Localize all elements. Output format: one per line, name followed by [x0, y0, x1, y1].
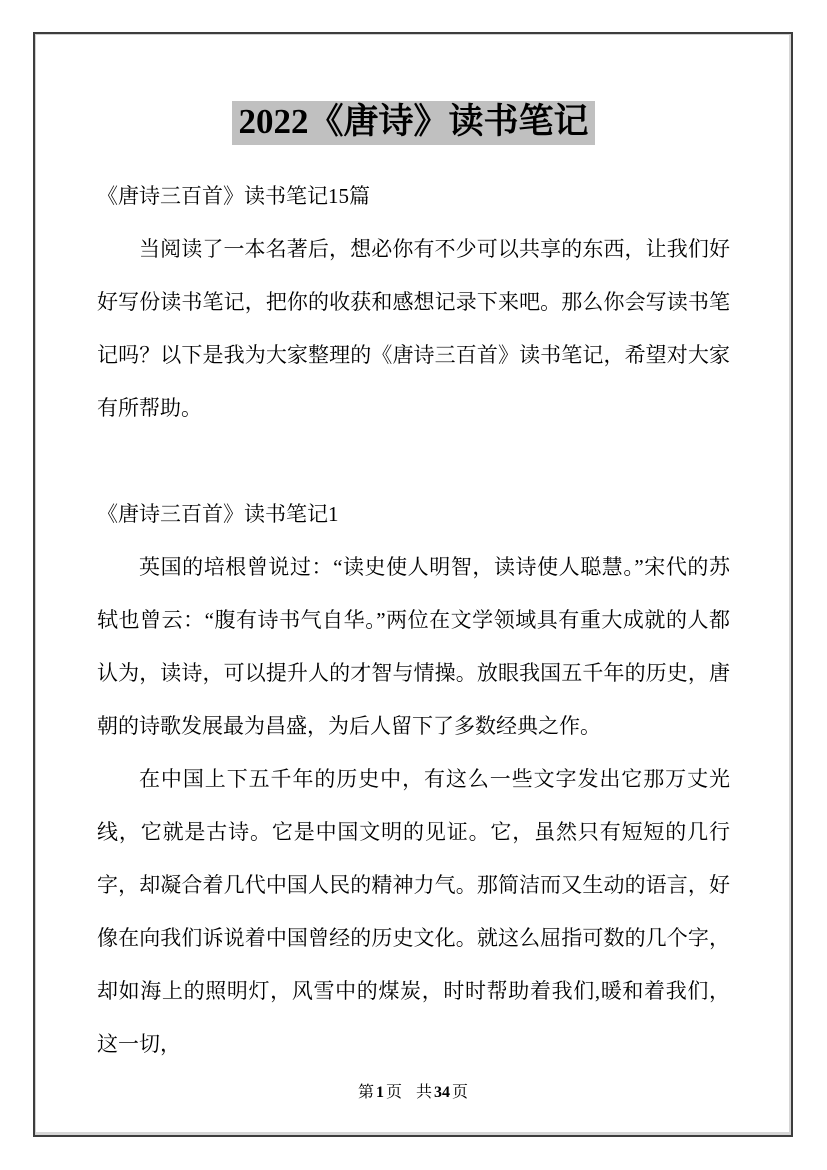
page-footer — [35, 1083, 791, 1103]
section1-paragraph-1: 英国的培根曾说过：“读史使人明智，读诗使人聪慧。”宋代的苏轼也曾云：“腹有诗书气自华。”两位在文学领域具有重大成就的人都认为，读诗，可以提升人的才智与情操。放眼我国五千年的历史，唐朝的诗歌发展最为昌盛，为后人留下了多数经典之作。 — [97, 555, 730, 738]
intro-paragraph: 当阅读了一本名著后，想必你有不少可以共享的东西，让我们好好写份读书笔记，把你的收获和感想记录下来吧。那么你会写读书笔记吗？以下是我为大家整理的《唐诗三百首》读书笔记，希望对大家有所帮助。 — [97, 237, 730, 420]
page-label-prefix: 第 — [357, 1084, 374, 1101]
document-title — [97, 100, 730, 144]
section1-heading: 《唐诗三百首》读书笔记1 — [97, 502, 339, 526]
page-content — [35, 34, 791, 1071]
total-label-prefix: 共 — [416, 1084, 433, 1101]
section1-paragraph-2: 在中国上下五千年的历史中，有这么一些文字发出它那万丈光线，它就是古诗。它是中国文明的见证。它，虽然只有短短的几行字，却凝合着几代中国人民的精神力气。那简洁而又生动的语言，好像在向我们诉说着中国曾经的历史文化。就这么屈指可数的几个字，却如海上的照明灯，风雪中的煤炭，时时帮助着我们,暖和着我们，这一切， — [97, 767, 730, 1056]
page-number-current — [358, 1084, 402, 1101]
page-total-value: 34 — [434, 1084, 451, 1101]
page-label-suffix: 页 — [385, 1084, 402, 1101]
page-number-value: 1 — [375, 1084, 384, 1101]
subtitle-heading: 《唐诗三百首》读书笔记15篇 — [97, 184, 370, 208]
title-highlight: 2022《唐诗》读书笔记 — [232, 101, 594, 145]
blank-line-spacer — [97, 435, 730, 488]
total-label-suffix: 页 — [452, 1084, 469, 1101]
page-number-total — [416, 1084, 468, 1101]
document-page — [33, 32, 793, 1137]
